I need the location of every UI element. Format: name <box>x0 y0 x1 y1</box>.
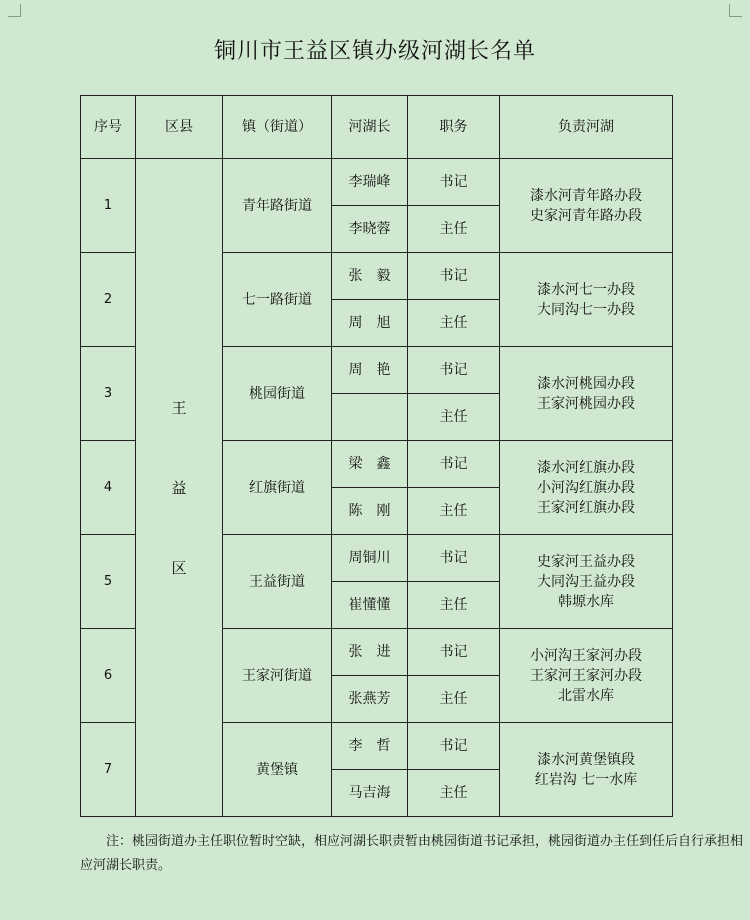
position-cell: 书记 <box>408 723 500 770</box>
header-rivers: 负责河湖 <box>500 96 673 159</box>
river-item: 漆水河桃园办段 <box>537 375 635 392</box>
river-item: 红岩沟 七一水库 <box>534 771 638 788</box>
town-cell: 红旗街道 <box>223 441 332 535</box>
row-seq: 7 <box>81 723 136 817</box>
row-seq: 6 <box>81 629 136 723</box>
position-cell: 主任 <box>408 676 500 723</box>
chief-name-cell <box>332 394 408 441</box>
chief-name-cell: 陈 刚 <box>332 488 408 535</box>
river-chief-table <box>80 95 673 817</box>
row-seq: 1 <box>81 159 136 253</box>
chief-name-cell: 张 毅 <box>332 253 408 300</box>
position-cell: 书记 <box>408 629 500 676</box>
header-seq: 序号 <box>81 96 136 159</box>
position-cell: 主任 <box>408 770 500 817</box>
town-cell: 王家河街道 <box>223 629 332 723</box>
row-seq: 2 <box>81 253 136 347</box>
town-cell: 七一路街道 <box>223 253 332 347</box>
chief-name-cell: 周铜川 <box>332 535 408 582</box>
river-item: 史家河青年路办段 <box>530 207 642 224</box>
town-cell: 黄堡镇 <box>223 723 332 817</box>
header-position: 职务 <box>408 96 500 159</box>
rivers-cell <box>500 253 673 347</box>
river-item: 北雷水库 <box>558 687 614 704</box>
row-seq: 3 <box>81 347 136 441</box>
position-cell: 主任 <box>408 582 500 629</box>
district-char: 王 <box>171 398 187 417</box>
chief-name-cell: 马吉海 <box>332 770 408 817</box>
chief-name-cell: 李瑞峰 <box>332 159 408 206</box>
town-cell: 王益街道 <box>223 535 332 629</box>
page-corner-mark-right <box>729 4 742 17</box>
river-item: 大同沟王益办段 <box>537 573 635 590</box>
chief-name-cell: 张 进 <box>332 629 408 676</box>
river-item: 史家河王益办段 <box>537 553 635 570</box>
rivers-cell <box>500 535 673 629</box>
position-cell: 主任 <box>408 300 500 347</box>
position-cell: 书记 <box>408 347 500 394</box>
row-seq: 5 <box>81 535 136 629</box>
river-item: 大同沟七一办段 <box>537 301 635 318</box>
town-cell: 桃园街道 <box>223 347 332 441</box>
position-cell: 书记 <box>408 253 500 300</box>
chief-name-cell: 梁 鑫 <box>332 441 408 488</box>
rivers-cell <box>500 629 673 723</box>
page-corner-mark-left <box>8 4 21 17</box>
river-item: 漆水河红旗办段 <box>537 459 635 476</box>
document-title: 铜川市王益区镇办级河湖长名单 <box>213 39 536 64</box>
table-row <box>81 159 673 206</box>
district-char: 益 <box>171 478 187 497</box>
district-cell <box>136 159 223 817</box>
chief-name-cell: 周 旭 <box>332 300 408 347</box>
header-town: 镇（街道） <box>223 96 332 159</box>
chief-name-cell: 李晓蓉 <box>332 206 408 253</box>
river-item: 漆水河黄堡镇段 <box>537 751 635 768</box>
river-item: 漆水河青年路办段 <box>530 187 642 204</box>
rivers-cell <box>500 723 673 817</box>
position-cell: 书记 <box>408 535 500 582</box>
river-item: 漆水河七一办段 <box>537 281 635 298</box>
rivers-cell <box>500 441 673 535</box>
position-cell: 主任 <box>408 206 500 253</box>
row-seq: 4 <box>81 441 136 535</box>
chief-name-cell: 周 艳 <box>332 347 408 394</box>
position-cell: 书记 <box>408 441 500 488</box>
town-cell: 青年路街道 <box>223 159 332 253</box>
chief-name-cell: 张燕芳 <box>332 676 408 723</box>
river-item: 韩塬水库 <box>558 593 614 610</box>
chief-name-cell: 李 哲 <box>332 723 408 770</box>
district-char: 区 <box>171 558 187 577</box>
table-header-row <box>81 96 673 159</box>
position-cell: 主任 <box>408 488 500 535</box>
river-item: 王家河桃园办段 <box>537 395 635 412</box>
footnote: 注：桃园街道办主任职位暂时空缺，相应河湖长职责暂由桃园街道书记承担，桃园街道办主任到任后自行承担相应河湖长职责。 <box>80 834 744 873</box>
header-chief: 河湖长 <box>332 96 408 159</box>
header-district: 区县 <box>136 96 223 159</box>
chief-name-cell: 崔懂懂 <box>332 582 408 629</box>
river-item: 王家河红旗办段 <box>537 499 635 516</box>
river-item: 王家河王家河办段 <box>530 667 642 684</box>
position-cell: 主任 <box>408 394 500 441</box>
river-item: 小河沟红旗办段 <box>537 479 635 496</box>
river-item: 小河沟王家河办段 <box>530 647 642 664</box>
rivers-cell <box>500 159 673 253</box>
rivers-cell <box>500 347 673 441</box>
position-cell: 书记 <box>408 159 500 206</box>
